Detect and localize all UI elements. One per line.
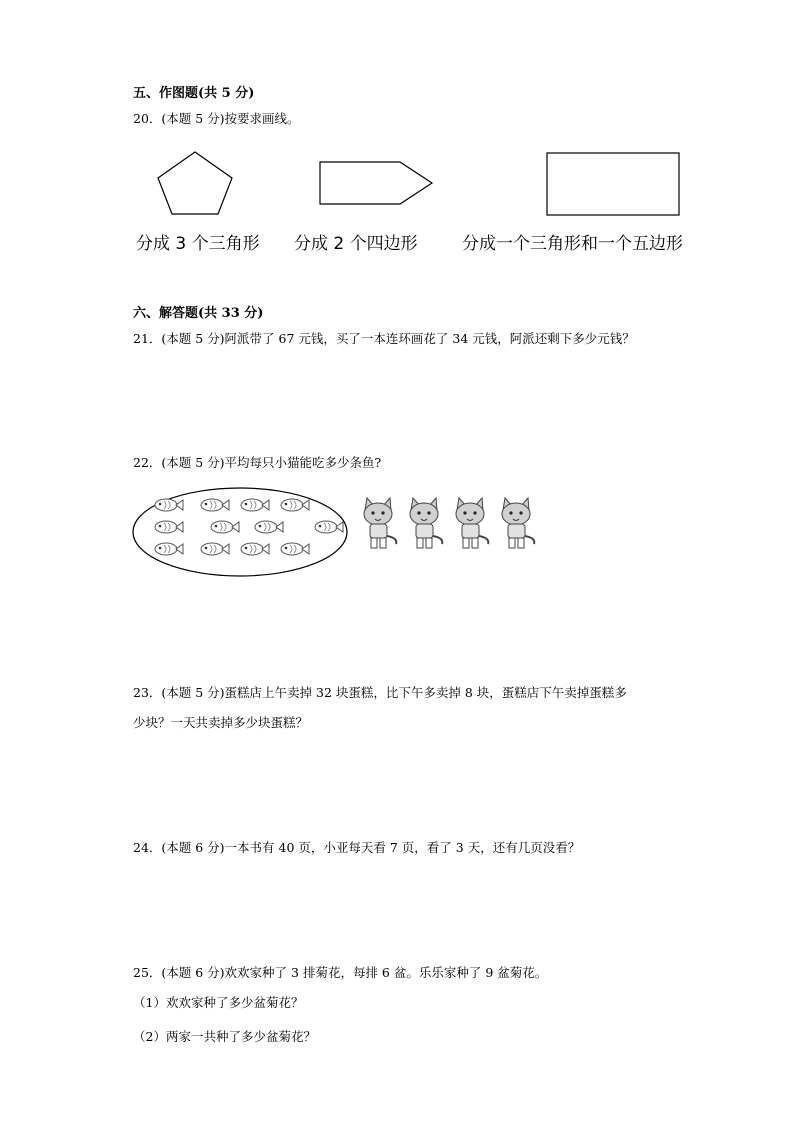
- cat-icon: [364, 498, 396, 548]
- cat-icon: [410, 498, 442, 548]
- fish-icon: [155, 521, 183, 533]
- caption-two-quadrilaterals: 分成 2 个四边形: [294, 234, 418, 254]
- cat-icon: [456, 498, 488, 548]
- cat-icon: [502, 498, 534, 548]
- cats-figure: [356, 496, 538, 558]
- question-25-text: 25．(本题 6 分)欢欢家种了 3 排菊花，每排 6 盆。乐乐家种了 9 盆菊花。: [133, 965, 548, 980]
- section-6-title: 六、解答题(共 33 分): [133, 306, 264, 321]
- rectangle-shape: [545, 151, 682, 217]
- fish-icon: [281, 499, 309, 511]
- caption-three-triangles: 分成 3 个三角形: [136, 234, 260, 254]
- question-23-text-line1: 23．(本题 5 分)蛋糕店上午卖掉 32 块蛋糕，比下午多卖掉 8 块，蛋糕店下午卖掉蛋糕多: [133, 685, 627, 700]
- fish-icon: [211, 521, 239, 533]
- question-21-text: 21．(本题 5 分)阿派带了 67 元钱，买了一本连环画花了 34 元钱，阿派还剩下多少元钱？: [133, 331, 635, 346]
- question-20-text: 20．(本题 5 分)按要求画线。: [133, 111, 300, 126]
- arrow-pentagon-shape: [318, 160, 436, 206]
- question-25-sub1: （1）欢欢家种了多少盆菊花？: [133, 995, 304, 1010]
- question-22-text: 22．(本题 5 分)平均每只小猫能吃多少条鱼?: [133, 455, 382, 470]
- question-24-text: 24．(本题 6 分)一本书有 40 页，小亚每天看 7 页，看了 3 天，还有几页没看？: [133, 840, 581, 855]
- fish-icon: [281, 543, 309, 555]
- fish-icon: [201, 543, 229, 555]
- caption-triangle-and-pentagon: 分成一个三角形和一个五边形: [462, 234, 683, 254]
- section-5-title: 五、作图题(共 5 分): [133, 86, 255, 101]
- fish-icon: [241, 543, 269, 555]
- fish-icon: [241, 499, 269, 511]
- fish-ellipse-figure: [130, 485, 350, 579]
- fish-icon: [155, 543, 183, 555]
- pentagon-shape: [155, 150, 235, 218]
- question-25-sub2: （2）两家一共种了多少盆菊花？: [133, 1029, 316, 1044]
- fish-icon: [255, 521, 283, 533]
- fish-icon: [315, 521, 343, 533]
- fish-icon: [201, 499, 229, 511]
- question-23-text-line2: 少块？一天共卖掉多少块蛋糕？: [133, 715, 309, 730]
- fish-icon: [155, 499, 183, 511]
